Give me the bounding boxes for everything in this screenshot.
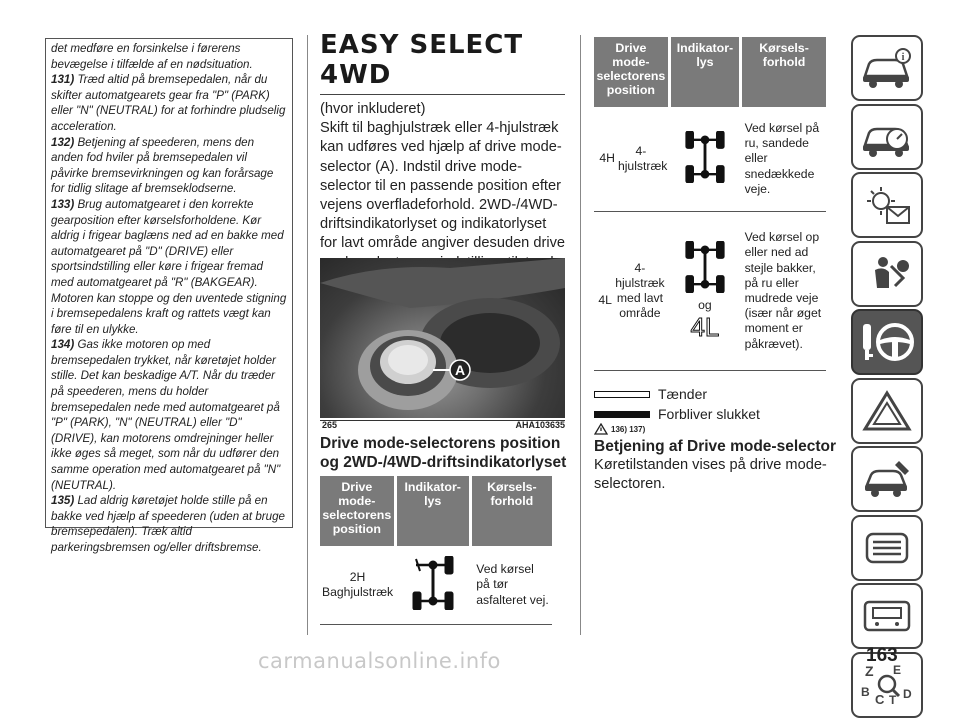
section-title: Drive mode-selectorens position og 2WD-/4WD-driftsindikatorlyset	[320, 435, 567, 471]
page-number: 163	[866, 645, 898, 666]
tab-audio[interactable]	[851, 583, 923, 649]
page-title: EASY SELECT 4WD	[320, 30, 565, 95]
car-info-icon	[859, 46, 915, 90]
selector-photo	[320, 258, 565, 418]
watermark: carmanualsonline.info	[258, 649, 501, 673]
operation-text: Køretilstanden vises på drive mode-selectoren.	[594, 457, 827, 493]
selector-illustration	[320, 258, 565, 418]
warning-135: 135) Lad aldrig køretøjet holde stille på en bakke ved hjælp af speederen (uden at bruge bremsepedalen). Træk altid parkeringsbremsen og/eller driftsbremse.	[51, 494, 285, 554]
steering-key-icon	[857, 318, 917, 366]
caption-rule	[320, 420, 565, 421]
mode-table-2h	[320, 476, 552, 625]
tab-safety[interactable]	[851, 241, 923, 307]
mode-conditions: Ved kørsel op eller ned ad stejle bakker, på ru eller mudrede veje (især når øget moment er påkrævet).	[741, 212, 826, 371]
tab-starting-driving[interactable]	[851, 309, 923, 375]
legend-off	[594, 404, 760, 424]
legend-off-label: Forbliver slukket	[658, 406, 760, 422]
indicator-legend	[594, 384, 760, 424]
notes-reference	[594, 423, 645, 435]
warning-lights-icon	[859, 183, 915, 227]
tab-technical-data[interactable]	[851, 515, 923, 581]
header-position: Drive mode-selectorens position	[594, 37, 669, 107]
console-edge	[320, 258, 565, 308]
tab-maintenance[interactable]	[851, 446, 923, 512]
photo-caption	[322, 420, 565, 430]
index-letter-d: D	[903, 686, 912, 701]
mode-indicator	[669, 212, 740, 371]
photo-number: 265	[322, 420, 338, 430]
header-position: Drive mode-selectorens position	[320, 476, 395, 546]
svg-text:i: i	[901, 52, 905, 63]
technical-data-icon	[859, 526, 915, 570]
header-conditions: Kørsels-forhold	[470, 476, 552, 546]
tab-dashboard[interactable]	[851, 104, 923, 170]
index-letter-e: E	[893, 662, 902, 677]
mode-position	[594, 212, 669, 371]
mode-position	[594, 107, 669, 212]
index-letter-t: T	[889, 692, 897, 707]
tab-emergency[interactable]	[851, 378, 923, 444]
legend-off-swatch	[594, 411, 650, 418]
table-row	[594, 107, 826, 212]
tab-car-info[interactable]	[851, 35, 923, 101]
chapter-sidebar	[851, 35, 926, 720]
4wd-indicator-icon	[683, 131, 727, 183]
emergency-icon	[859, 389, 915, 433]
maintenance-icon	[859, 457, 915, 501]
dashboard-icon	[859, 115, 915, 159]
operation-title: Betjening af Drive mode-selector	[594, 438, 837, 455]
2wd-indicator-icon	[410, 556, 456, 610]
warning-134: 134) Gas ikke motoren op med bremsepedalen trykket, når køretøjet holder stille. Det kan beskadige A/T. Når du træder på speederen, mens du holder bremsepedalen nede med automatgearet på "P" (PARK), "N" (NEUTRAL) eller "D" (DRIVE), kan motorens omdrejninger heller ikke øges så meget, som når du udfører den samme operation med automatgearet på "N" (NEUTRAL).	[51, 338, 281, 492]
4wd-indicator-icon	[683, 241, 727, 293]
mode-code: 4H	[599, 151, 615, 166]
notes-ref-text: 136) 137)	[611, 424, 646, 434]
header-conditions: Kørsels-forhold	[741, 37, 826, 107]
mode-position	[320, 546, 395, 625]
knob-face	[388, 345, 428, 375]
mode-name: 4-hjulstræk med lavt område	[615, 260, 665, 321]
table-header-row	[320, 476, 552, 546]
label-a: A	[454, 362, 466, 378]
tab-warning-lights[interactable]	[851, 172, 923, 238]
legend-on-label: Tænder	[658, 386, 708, 402]
low-range-icon: 4L	[690, 311, 720, 342]
mode-indicator	[395, 546, 470, 625]
mode-name: 4-hjulstræk	[617, 143, 668, 173]
table-header-row	[594, 37, 826, 107]
intro-paragraph: (hvor inkluderet) Skift til baghjulstræk eller 4-hjulstræk kan udføres ved hjælp af drive mode-selector (A). Indstil drive mode-selector til en passende position efter vejens overfladeforhold. 2WD-/4WD-driftsindikatorlyset og indikatorlyset for lavt område angiver desuden drive	[320, 101, 565, 252]
legend-on-swatch	[594, 391, 650, 398]
mode-code: 2H	[349, 569, 366, 584]
connector-text: og	[698, 297, 712, 312]
warning-133: 133) Brug automatgearet i den korrekte gearposition efter kørselsforholdene. Kør aldrig i frigear baglæns ned ad en bakke med automatgearet på "D" (DRIVE) eller sportsindstilling eller køre i frigear fremad med automatgearet på "R" (BAKGEAR). Motoren kan stoppe og den uventede stigning i bremsepedalens kraft og rattets vægt kan føre til en ulykke.	[51, 197, 287, 336]
mode-name: Baghjulstræk	[322, 585, 394, 599]
table-row	[320, 546, 552, 625]
warning-131: 131) Træd altid på bremsepedalen, når du skifter automatgearets gear fra "P" (PARK) eller "N" (NEUTRAL) for at forhindre pludselig acceleration.	[51, 73, 286, 133]
index-letter-b: B	[861, 684, 870, 699]
index-letter-z: Z	[865, 662, 874, 679]
warning-132: 132) Betjening af speederen, mens den anden fod hviler på bremsepedalen vil påvirke bremsevirkningen og kan forårsage for tidlig slitage af bremseklodserne.	[51, 135, 274, 196]
mode-conditions: Ved kørsel på tør asfalteret vej.	[470, 546, 552, 625]
header-indicator: Indikator-lys	[395, 476, 470, 546]
photo-code: AHA103635	[515, 420, 565, 430]
audio-icon	[859, 594, 915, 638]
column-divider-1	[307, 35, 308, 635]
airbag-safety-icon	[859, 252, 915, 296]
legend-on	[594, 384, 760, 404]
index-icon	[857, 660, 917, 710]
column-divider-2	[580, 35, 581, 635]
mode-conditions: Ved kørsel på ru, sandede eller snedækkede veje.	[741, 107, 826, 212]
mode-indicator	[669, 107, 740, 212]
table-row	[594, 212, 826, 371]
warnings-box	[45, 38, 293, 554]
mode-table-4wd	[594, 37, 826, 371]
header-indicator: Indikator-lys	[669, 37, 740, 107]
warning-triangle-icon	[594, 423, 608, 435]
intro-text: det medføre en forsinkelse i førerens bevægelse i tilfælde af en nødsituation.	[51, 42, 253, 71]
index-letter-c: C	[875, 691, 885, 707]
mode-code: 4L	[598, 293, 612, 308]
